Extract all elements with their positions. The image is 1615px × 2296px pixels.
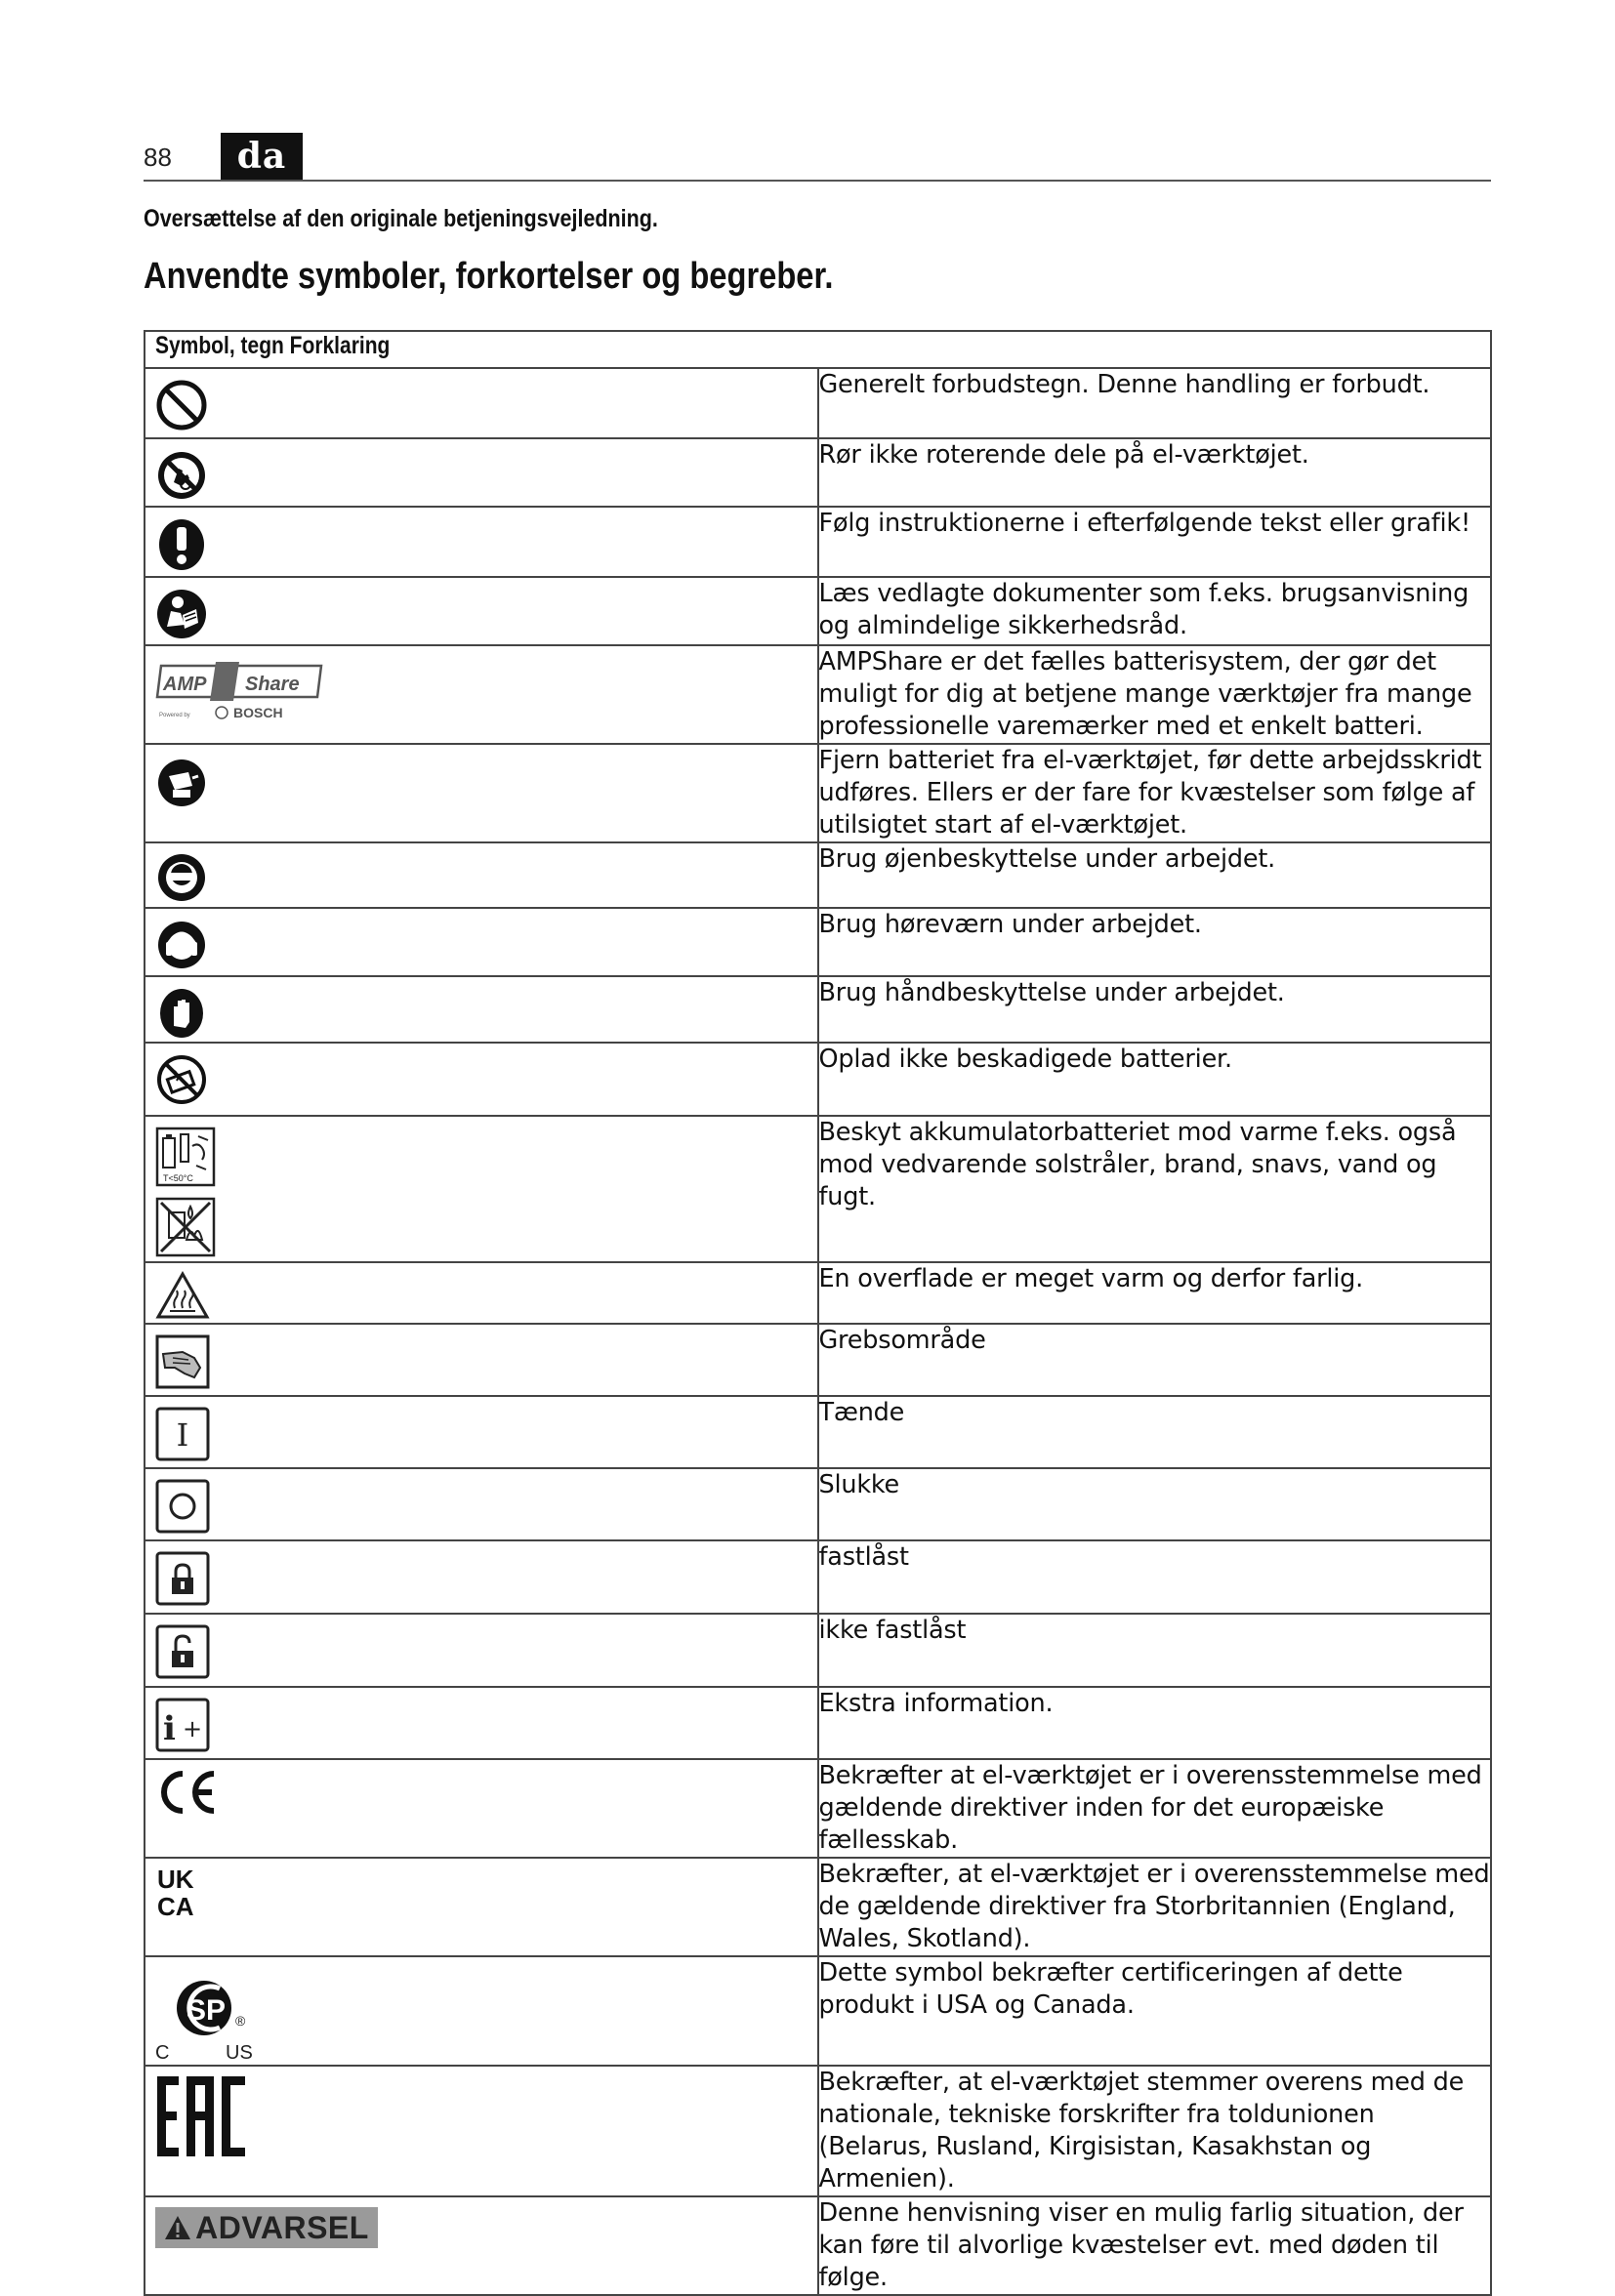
symbol-cell [145,1614,818,1687]
explanation-cell: Bekræfter, at el-værktøjet er i overensstemmelse med de gældende direktiver fra Storbritannien (England, Wales, Skotland). [818,1858,1492,1956]
csa-mark-icon [155,1967,272,2063]
table-header: Symbol, tegn Forklaring [145,331,1491,368]
eac-mark-icon [155,2070,249,2160]
svg-text:T<50°C: T<50°C [163,1173,193,1183]
locked-icon [155,1551,210,1606]
svg-text:UK: UK [157,1865,194,1894]
symbol-cell [145,2066,818,2196]
symbol-cell [145,368,818,438]
svg-text:Share: Share [245,674,300,695]
symbol-cell [145,1262,818,1324]
symbol-cell [145,1687,818,1759]
table-row [145,577,1491,645]
explanation-cell: Brug øjenbeskyttelse under arbejdet. [818,842,1492,908]
table-row [145,744,1491,842]
svg-text:BOSCH: BOSCH [233,705,283,720]
explanation-cell: Læs vedlagte dokumenter som f.eks. brugsanvisning og almindelige sikkerhedsråd. [818,577,1492,645]
table-row [145,2066,1491,2196]
symbol-cell [145,645,818,744]
warning-badge: ADVARSEL [155,2207,378,2248]
unlocked-icon [155,1624,210,1679]
table-row [145,1396,1491,1468]
warning-triangle-icon [164,2215,191,2240]
prohibition-icon [155,379,208,431]
table-row [145,1043,1491,1116]
table-row [145,1687,1491,1759]
symbol-cell [145,976,818,1043]
table-row [145,1614,1491,1687]
symbol-cell [145,1043,818,1116]
eye-protection-icon [155,851,208,904]
hand-protection-icon [155,987,208,1040]
explanation-cell: Grebsområde [818,1324,1492,1396]
symbol-cell [145,1396,818,1468]
table-row [145,645,1491,744]
power-on-icon [155,1407,210,1461]
symbol-cell [145,1759,818,1858]
explanation-cell: Slukke [818,1468,1492,1540]
svg-text:CA: CA [157,1892,194,1919]
symbol-cell [145,908,818,976]
symbol-cell [145,577,818,645]
explanation-cell: Følg instruktionerne i efterfølgende tekst eller grafik! [818,507,1492,577]
explanation-cell: Dette symbol bekræfter certificeringen af dette produkt i USA og Canada. [818,1956,1492,2066]
svg-text:i: i [163,1709,176,1748]
explanation-cell: Beskyt akkumulatorbatteriet mod varme f.eks. også mod vedvarende solstråler, brand, snavs, vand og fugt. [818,1116,1492,1262]
explanation-cell: AMPShare er det fælles batterisystem, der gør det muligt for dig at betjene mange værktøjer fra mange professionelle varemærker med et enkelt batteri. [818,645,1492,744]
explanation-cell: Denne henvisning viser en mulig farlig situation, der kan føre til alvorlige kvæstelser evt. med døden til følge. [818,2196,1492,2295]
table-row [145,1858,1491,1956]
hot-surface-icon [155,1271,210,1320]
symbol-cell [145,507,818,577]
svg-text:C: C [155,2042,170,2063]
header-rule [144,180,1491,182]
table-row [145,438,1491,507]
table-row [145,842,1491,908]
explanation-cell: Generelt forbudstegn. Denne handling er forbudt. [818,368,1492,438]
table-row [145,1116,1491,1262]
read-manual-icon [155,588,208,640]
explanation-cell: fastlåst [818,1540,1492,1614]
explanation-cell: Bekræfter, at el-værktøjet stemmer overens med de nationale, tekniske forskrifter fra toldunionen (Belarus, Rusland, Kirgisistan, Kasakhstan og Armenien). [818,2066,1492,2196]
svg-text:®: ® [235,2013,246,2029]
no-touch-rotating-parts-icon [155,449,208,502]
explanation-cell: Bekræfter at el-værktøjet er i overensstemmelse med gældende direktiver inden for det europæiske fællesskab. [818,1759,1492,1858]
symbol-cell [145,1858,818,1956]
table-header-row [145,331,1491,368]
document-subtitle: Oversættelse af den originale betjeningsvejledning. [144,205,658,232]
page-title: Anvendte symboler, forkortelser og begreber. [144,256,834,297]
svg-text:SP: SP [186,1994,227,2027]
grip-area-icon [155,1334,210,1389]
no-charge-damaged-battery-icon [155,1053,208,1106]
symbol-cell [145,1956,818,2066]
symbol-cell [145,842,818,908]
explanation-cell: Tænde [818,1396,1492,1468]
explanation-cell: En overflade er meget varm og derfor farlig. [818,1262,1492,1324]
explanation-cell: Brug høreværn under arbejdet. [818,908,1492,976]
svg-text:+: + [183,1715,203,1742]
table-row [145,1262,1491,1324]
table-row [145,368,1491,438]
explanation-cell: Rør ikke roterende dele på el-værktøjet. [818,438,1492,507]
symbol-cell [145,1116,818,1262]
language-badge: da [221,133,303,180]
page-number: 88 [144,143,172,172]
explanation-cell: Oplad ikke beskadigede batterier. [818,1043,1492,1116]
symbol-cell [145,1540,818,1614]
no-fire-water-icon [155,1197,216,1262]
ear-protection-icon [155,919,208,971]
battery-temperature-icon [155,1127,216,1187]
table-row [145,1540,1491,1614]
explanation-cell: Brug håndbeskyttelse under arbejdet. [818,976,1492,1043]
table-row [145,1324,1491,1396]
info-icon [155,1698,210,1752]
symbol-cell [145,744,818,842]
table-row [145,1956,1491,2066]
remove-battery-icon [155,757,208,809]
symbols-table [144,330,1492,2296]
explanation-cell: Ekstra information. [818,1687,1492,1759]
explanation-cell: Fjern batteriet fra el-værktøjet, før dette arbejdsskridt udføres. Ellers er der fare for kvæstelser som følge af utilsigtet start af el-værktøjet. [818,744,1492,842]
symbol-cell [145,1324,818,1396]
ukca-mark-icon [155,1865,204,1919]
exclamation-icon [155,517,208,572]
table-row [145,1468,1491,1540]
symbol-cell [145,1468,818,1540]
power-off-icon [155,1479,210,1534]
svg-text:US: US [226,2042,253,2063]
ampshare-logo [155,658,331,722]
svg-text:I: I [176,1416,189,1454]
table-row [145,976,1491,1043]
svg-text:Powered by: Powered by [159,713,190,718]
svg-text:AMP: AMP [163,674,207,695]
table-row [145,2196,1491,2295]
ce-mark-icon [155,1768,220,1817]
symbol-cell [145,2196,818,2295]
table-row [145,908,1491,976]
table-row [145,507,1491,577]
explanation-cell: ikke fastlåst [818,1614,1492,1687]
table-row [145,1759,1491,1858]
symbol-cell [145,438,818,507]
